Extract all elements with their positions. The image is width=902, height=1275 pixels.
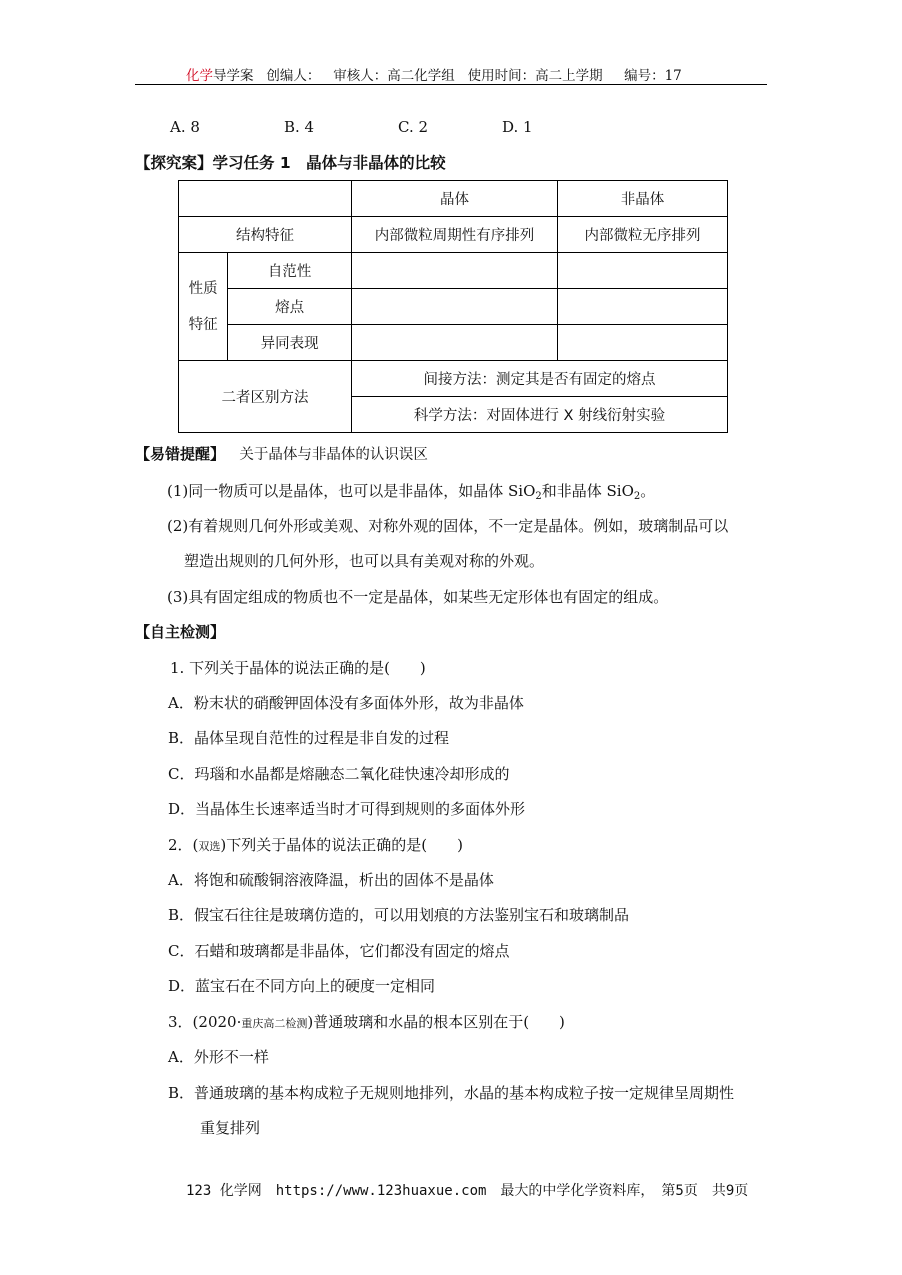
q2-option-c: C．石蜡和玻璃都是非晶体，它们都没有固定的熔点 xyxy=(168,942,510,960)
q2-option-d: D．蓝宝石在不同方向上的硬度一定相同 xyxy=(168,977,436,995)
pitfall-point-2-line-1: (2)有着规则几何外形或美观、对称外观的固体，不一定是晶体。例如，玻璃制品可以 xyxy=(167,517,729,535)
q2-option-a: A．将饱和硫酸铜溶液降温，析出的固体不是晶体 xyxy=(168,871,494,889)
row-group-properties xyxy=(179,253,228,361)
cell-method-indirect: 间接方法：测定其是否有固定的熔点 xyxy=(352,361,728,397)
row-header-distinguish: 二者区别方法 xyxy=(179,361,352,433)
explore-title: 【探究案】学习任务 1 晶体与非晶体的比较 xyxy=(135,154,446,172)
prev-option-a: A. 8 xyxy=(170,118,200,136)
q3-tag: 重庆高二检测 xyxy=(241,1017,308,1030)
row-header-self-shaping: 自范性 xyxy=(228,253,352,289)
cell-structure-amorphous: 内部微粒无序排列 xyxy=(558,217,728,253)
group-label-2: 特征 xyxy=(188,316,218,333)
prev-option-c: C. 2 xyxy=(398,118,429,136)
q1-option-d: D．当晶体生长速率适当时才可得到规则的多面体外形 xyxy=(168,800,526,818)
q3-option-a: A．外形不一样 xyxy=(168,1048,269,1066)
q2-stem-text: )下列关于晶体的说法正确的是( ) xyxy=(220,836,463,854)
pitfall-p1-sub-2: 2 xyxy=(633,491,641,502)
cell-melting-crystal xyxy=(352,289,558,325)
q1-option-c: C．玛瑙和水晶都是熔融态二氧化硅快速冷却形成的 xyxy=(168,765,510,783)
q2-stem xyxy=(168,834,463,855)
col-header-crystal: 晶体 xyxy=(352,181,558,217)
pitfall-heading xyxy=(135,443,428,464)
table-corner xyxy=(179,181,352,217)
q3-number: 3．(2020· xyxy=(168,1013,242,1031)
col-header-amorphous: 非晶体 xyxy=(558,181,728,217)
pitfall-p1-part-b: 和非晶体 SiO xyxy=(541,482,634,500)
pitfall-subtitle: 关于晶体与非晶体的认识误区 xyxy=(239,447,428,463)
cell-melting-amorphous xyxy=(558,289,728,325)
q1-option-b: B．晶体呈现自范性的过程是非自发的过程 xyxy=(168,729,450,747)
cell-structure-crystal: 内部微粒周期性有序排列 xyxy=(352,217,558,253)
selftest-title: 【自主检测】 xyxy=(135,623,226,641)
pitfall-p1-part-a: (1)同一物质可以是晶体，也可以是非晶体，如晶体 SiO xyxy=(167,482,536,500)
cell-anisotropy-crystal xyxy=(352,325,558,361)
q3-stem xyxy=(168,1011,565,1032)
prev-option-b: B. 4 xyxy=(284,118,315,136)
header-number: 编号：17 xyxy=(624,68,682,84)
pitfall-point-3: (3)具有固定组成的物质也不一定是晶体，如某些无定形体也有固定的组成。 xyxy=(167,588,669,606)
header-reviewer: 审核人：高二化学组 xyxy=(333,68,455,84)
header-brand-red: 化学 xyxy=(186,68,213,84)
page-footer: 123 化学网 https://www.123huaxue.com 最大的中学化学资料库， 第5页 共9页 xyxy=(186,1183,749,1199)
header-brand: 导学案 xyxy=(213,68,254,84)
q1-option-a: A．粉末状的硝酸钾固体没有多面体外形，故为非晶体 xyxy=(168,694,524,712)
cell-self-shaping-crystal xyxy=(352,253,558,289)
pitfall-p1-part-c: 。 xyxy=(640,482,656,500)
cell-method-science: 科学方法：对固体进行 X 射线衍射实验 xyxy=(352,397,728,433)
q1-stem: 1. 下列关于晶体的说法正确的是( ) xyxy=(170,659,426,677)
q2-number: 2．( xyxy=(168,836,199,854)
prev-option-d: D. 1 xyxy=(502,118,533,136)
header-creator: 创编人： xyxy=(266,68,321,84)
q3-option-b-line-1: B．普通玻璃的基本构成粒子无规则地排列，水晶的基本构成粒子按一定规律呈周期性 xyxy=(168,1084,735,1102)
q3-option-b-line-2: 重复排列 xyxy=(200,1119,261,1137)
header-divider xyxy=(135,84,767,85)
row-header-anisotropy: 异同表现 xyxy=(228,325,352,361)
q2-tag: 双选 xyxy=(198,840,221,853)
comparison-table xyxy=(178,180,728,433)
q2-option-b: B．假宝石往往是玻璃仿造的，可以用划痕的方法鉴别宝石和玻璃制品 xyxy=(168,906,630,924)
row-header-melting-point: 熔点 xyxy=(228,289,352,325)
pitfall-point-1 xyxy=(167,480,655,501)
cell-anisotropy-amorphous xyxy=(558,325,728,361)
row-header-structure: 结构特征 xyxy=(179,217,352,253)
cell-self-shaping-amorphous xyxy=(558,253,728,289)
q3-stem-text: )普通玻璃和水晶的根本区别在于( ) xyxy=(307,1013,565,1031)
group-label-1: 性质 xyxy=(188,280,218,297)
pitfall-point-2-line-2: 塑造出规则的几何外形，也可以具有美观对称的外观。 xyxy=(184,552,545,570)
pitfall-title: 【易错提醒】 xyxy=(135,445,226,463)
header-use-time: 使用时间：高二上学期 xyxy=(467,68,603,84)
pitfall-p1-sub-1: 2 xyxy=(535,491,542,502)
page-header xyxy=(186,64,682,84)
